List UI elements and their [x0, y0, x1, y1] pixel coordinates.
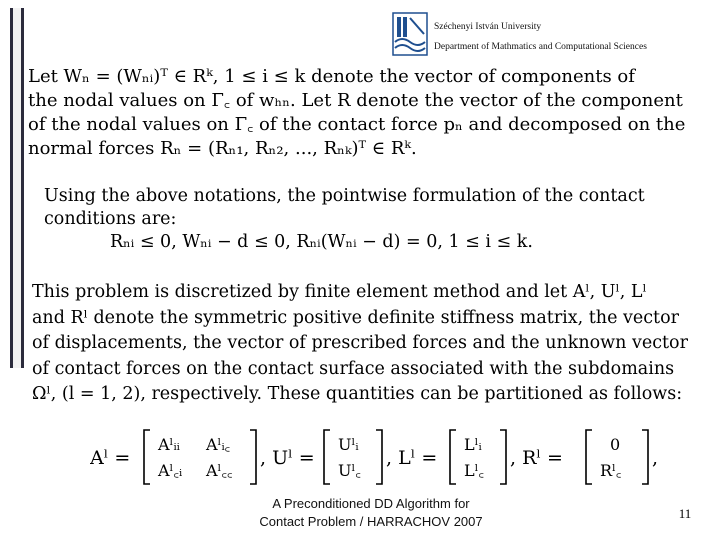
- equation-trailing-comma: ,: [652, 447, 659, 469]
- bracket-left: [144, 430, 150, 484]
- text-line: of the nodal values on Γ꜀ of the contact force pₙ and decomposed on the: [28, 114, 686, 135]
- contact-conditions-equation: Rₙᵢ ≤ 0, Wₙᵢ − d ≤ 0, Rₙᵢ(Wₙᵢ − d) = 0, 1 ≤ i ≤ k.: [110, 232, 533, 252]
- vector-U-entry: Uˡ꜀: [338, 461, 361, 480]
- left-decorative-bar: [10, 8, 24, 368]
- bracket-left: [324, 430, 330, 484]
- vector-R-entry: 0: [610, 435, 621, 454]
- text-line: of contact forces on the contact surface associated with the subdomains: [32, 358, 675, 379]
- bracket-left: [450, 430, 456, 484]
- partitioned-matrices-equation: [90, 426, 710, 488]
- vector-U-label: , Uˡ =: [260, 447, 315, 469]
- bracket-right: [250, 430, 256, 484]
- text-line: Using the above notations, the pointwise formulation of the contact: [44, 186, 645, 206]
- text-line: Let Wₙ = (Wₙᵢ)ᵀ ∈ Rᵏ, 1 ≤ i ≤ k denote the vector of components of: [28, 66, 635, 87]
- university-logo-icon: [392, 12, 428, 56]
- paragraph-discretization: [32, 280, 720, 408]
- university-name: Széchenyi István University: [434, 22, 542, 32]
- vector-U-entry: Uˡᵢ: [338, 435, 359, 454]
- text-line: of displacements, the vector of prescribed forces and the unknown vector: [32, 333, 688, 354]
- vector-R-entry: Rˡ꜀: [600, 461, 622, 480]
- matrix-A-entry: Aˡ꜀꜀: [206, 461, 233, 480]
- page-number: 11: [678, 506, 692, 521]
- bracket-left: [586, 430, 592, 484]
- text-line: the nodal values on Γ꜀ of wₕₙ. Let R denote the vector of the component: [28, 90, 683, 111]
- text-line: conditions are:: [44, 209, 177, 229]
- paragraph-contact-vectors: [28, 65, 720, 161]
- bracket-right: [642, 430, 648, 484]
- bracket-right: [500, 430, 506, 484]
- vector-L-entry: Lˡ꜀: [464, 461, 485, 480]
- footer-presentation-title: A Preconditioned DD Algorithm for Contact Problem / HARRACHOV 2007: [259, 496, 483, 529]
- text-line: and Rˡ denote the symmetric positive definite stiffness matrix, the vector: [32, 307, 679, 328]
- paragraph-pointwise-formulation: [44, 185, 720, 254]
- matrix-A-entry: Aˡ꜀ᵢ: [158, 461, 183, 480]
- matrix-A-entry: Aˡᵢᵢ: [158, 435, 180, 454]
- vector-L-label: , Lˡ =: [386, 447, 438, 469]
- bracket-right: [376, 430, 382, 484]
- text-line: This problem is discretized by finite element method and let Aˡ, Uˡ, Lˡ: [32, 282, 647, 302]
- text-line: Ωˡ, (l = 1, 2), respectively. These quantities can be partitioned as follows:: [32, 384, 683, 405]
- vector-L-entry: Lˡᵢ: [464, 435, 482, 454]
- matrix-A-entry: Aˡᵢ꜀: [206, 435, 231, 454]
- matrix-A-label: Aˡ =: [90, 447, 131, 469]
- vector-R-label: , Rˡ =: [510, 447, 563, 469]
- text-line: normal forces Rₙ = (Rₙ₁, Rₙ₂, ..., Rₙₖ)ᵀ ∈ Rᵏ.: [28, 138, 417, 159]
- department-name: Department of Mathmatics and Computational Sciences: [434, 42, 647, 52]
